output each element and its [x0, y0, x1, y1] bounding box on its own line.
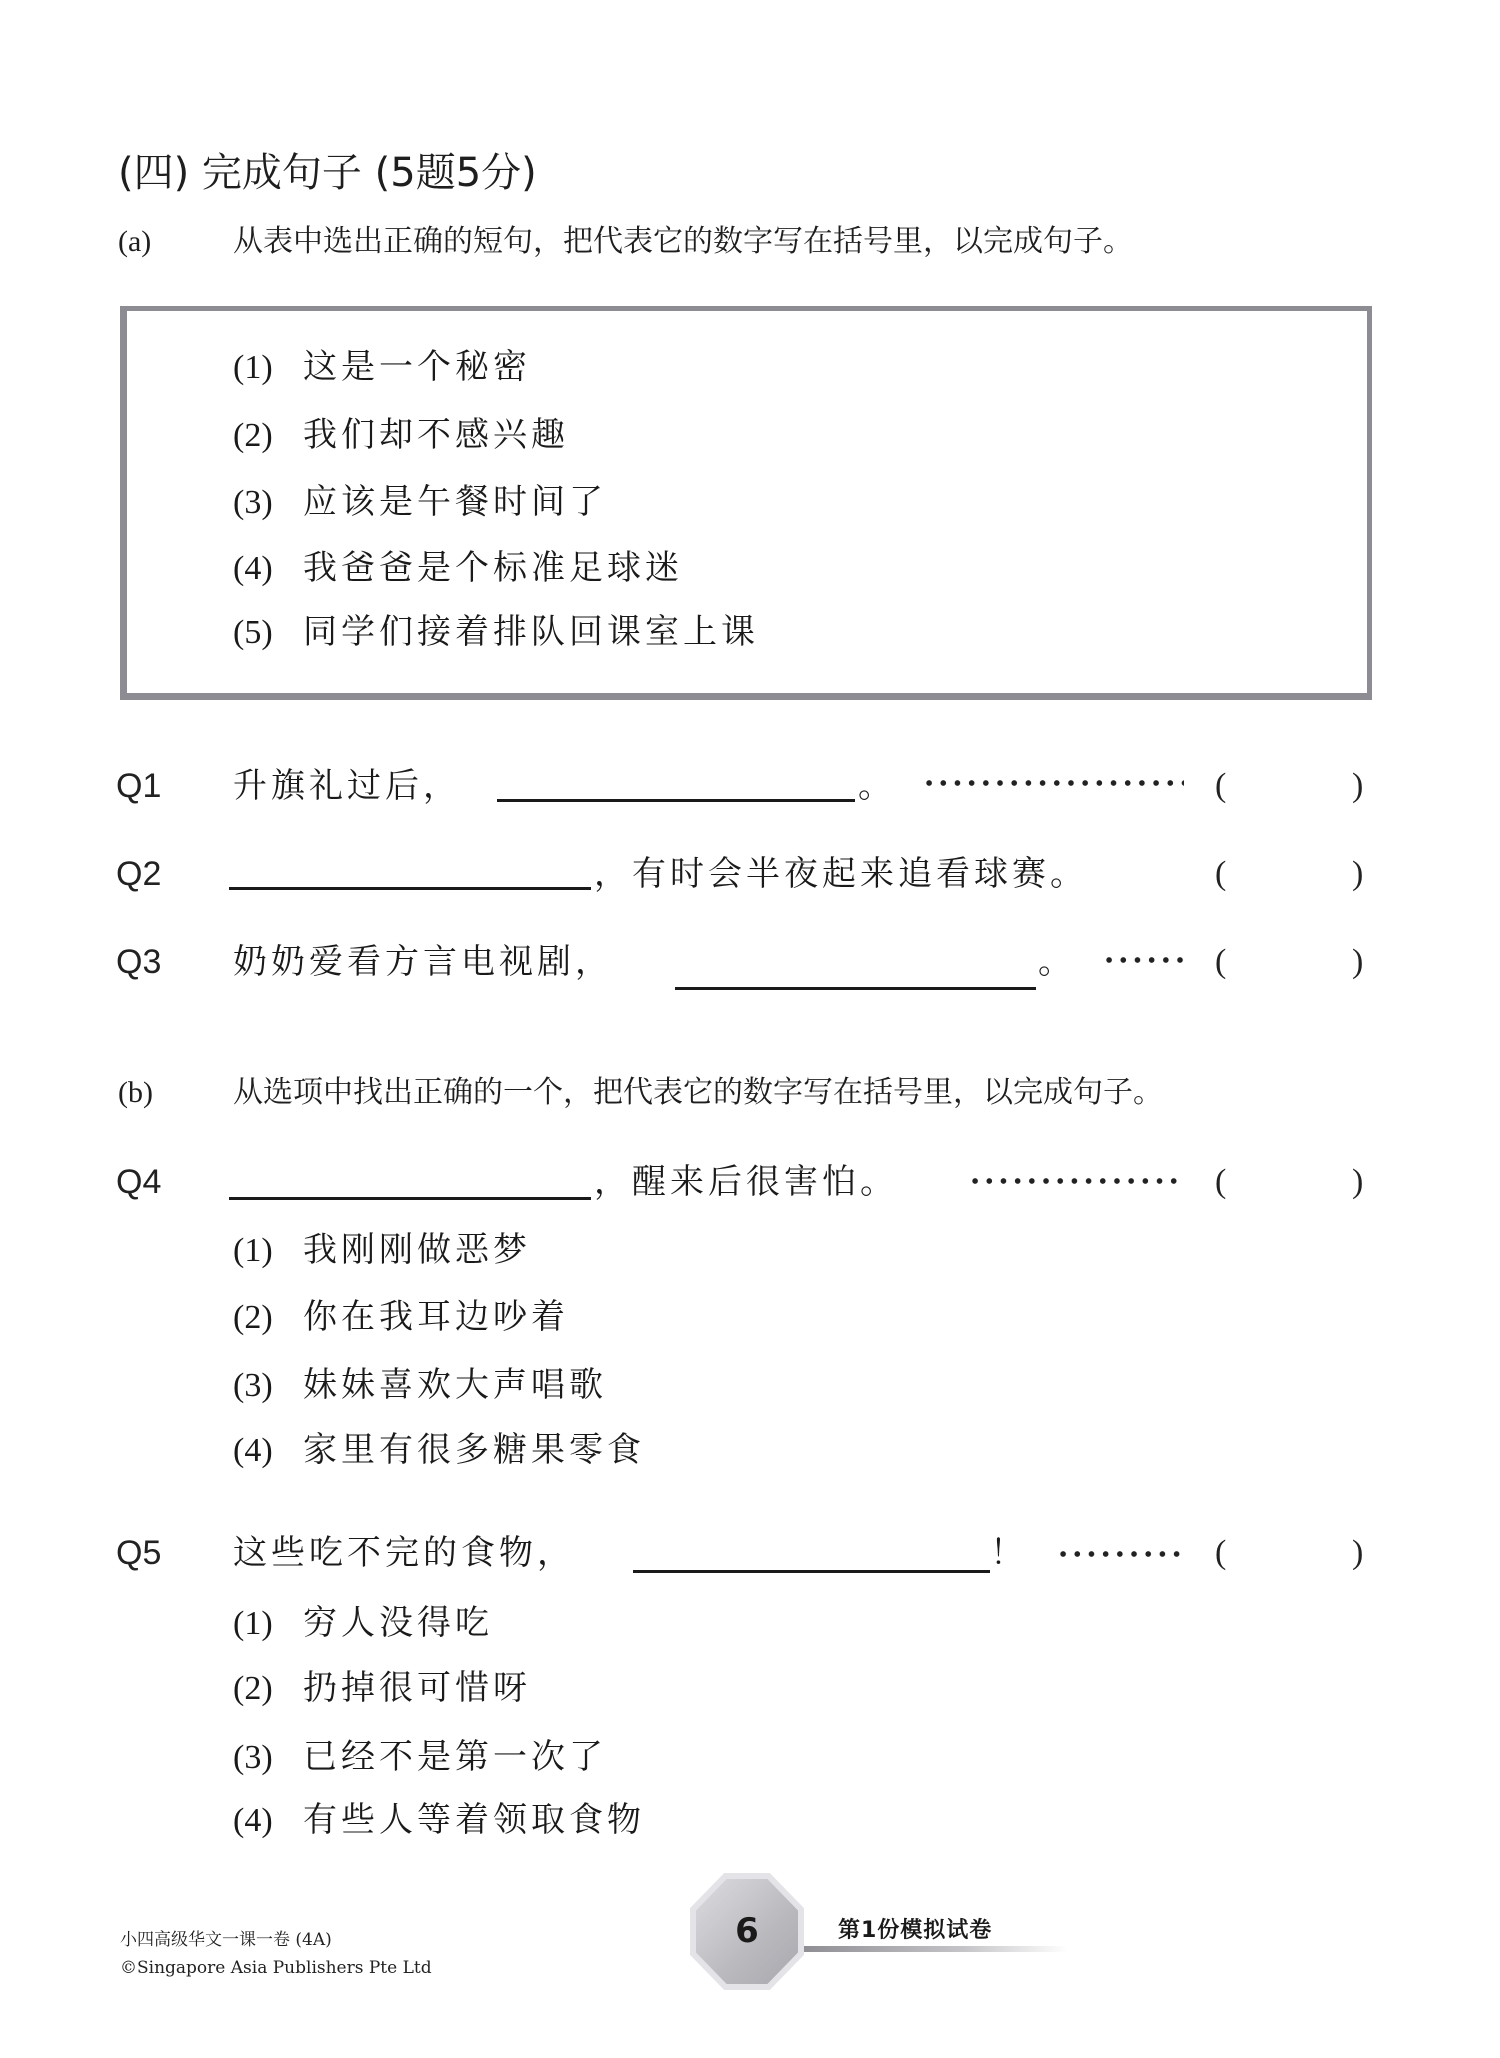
- footer-book-title: 小四高级华文一课一卷 (4A): [120, 1930, 332, 1950]
- option-text: 妹妹喜欢大声唱歌: [303, 1365, 607, 1405]
- q5-option-1: [233, 1601, 493, 1646]
- q2-answer-open: (: [1215, 855, 1227, 892]
- footer-paper-title: 第1份模拟试卷: [838, 1918, 993, 1943]
- part-a-instruction-text: 从表中选出正确的短句，把代表它的数字写在括号里，以完成句子。: [233, 224, 1133, 259]
- option-text: 这是一个秘密: [303, 347, 531, 387]
- option-number: (2): [233, 417, 273, 454]
- q2-blank[interactable]: [229, 887, 591, 890]
- q3-answer-close: ): [1352, 943, 1364, 980]
- part-b-instruction-text: 从选项中找出正确的一个，把代表它的数字写在括号里，以完成句子。: [233, 1075, 1163, 1110]
- option-text: 有些人等着领取食物: [303, 1800, 645, 1840]
- option-number: (1): [233, 1232, 273, 1269]
- footer-divider-bar: [803, 1946, 1068, 1952]
- option-text: 家里有很多糖果零食: [303, 1430, 645, 1470]
- option-text: 同学们接着排队回课室上课: [303, 612, 759, 652]
- part-a-instruction: [118, 222, 1418, 262]
- option-text: 你在我耳边吵着: [303, 1297, 569, 1337]
- q4-option-4: [233, 1428, 645, 1473]
- box-option-1: [233, 345, 531, 390]
- q4-answer-field[interactable]: [1235, 1160, 1345, 1204]
- part-b-instruction: [118, 1073, 1418, 1113]
- question-label-q5: Q5: [116, 1534, 162, 1572]
- option-text: 扔掉很可惜呀: [303, 1668, 531, 1708]
- q3-answer-open: (: [1215, 943, 1227, 980]
- q4-answer-close: ): [1352, 1163, 1364, 1200]
- q5-text-after: ！: [990, 1533, 1028, 1573]
- box-option-3: [233, 480, 607, 525]
- question-label-q3: Q3: [116, 943, 162, 981]
- q4-option-3: [233, 1363, 607, 1408]
- q1-text-after: 。: [858, 766, 896, 806]
- option-number: (4): [233, 550, 273, 587]
- q4-blank[interactable]: [229, 1197, 591, 1200]
- q1-answer-close: ): [1352, 767, 1364, 804]
- question-label-q4: Q4: [116, 1163, 162, 1201]
- option-number: (3): [233, 1739, 273, 1776]
- q4-leader-dots: [968, 1177, 1184, 1185]
- question-label-q1: Q1: [116, 767, 162, 805]
- q1-answer-field[interactable]: [1235, 764, 1345, 808]
- q1-blank[interactable]: [497, 799, 855, 802]
- option-number: (4): [233, 1432, 273, 1469]
- q2-text-after: ，有时会半夜起来追看球赛。: [594, 854, 1088, 894]
- option-text: 已经不是第一次了: [303, 1737, 607, 1777]
- option-text: 我刚刚做恶梦: [303, 1230, 531, 1270]
- q5-option-3: [233, 1735, 607, 1780]
- q1-text-before: 升旗礼过后，: [233, 766, 461, 806]
- option-number: (3): [233, 1367, 273, 1404]
- question-label-q2: Q2: [116, 855, 162, 893]
- q4-option-1: [233, 1228, 531, 1273]
- q1-answer-open: (: [1215, 767, 1227, 804]
- q3-blank[interactable]: [675, 987, 1036, 990]
- q5-answer-open: (: [1215, 1534, 1227, 1571]
- q2-answer-close: ): [1352, 855, 1364, 892]
- q4-answer-open: (: [1215, 1163, 1227, 1200]
- q4-text-after: ，醒来后很害怕。: [594, 1162, 898, 1202]
- box-option-4: [233, 546, 683, 591]
- option-text: 我爸爸是个标准足球迷: [303, 548, 683, 588]
- footer-copyright: ©Singapore Asia Publishers Pte Ltd: [120, 1958, 432, 1978]
- q1-leader-dots: [922, 779, 1184, 787]
- part-b-tag: (b): [118, 1076, 153, 1109]
- q5-blank[interactable]: [633, 1570, 990, 1573]
- q5-leader-dots: [1056, 1550, 1184, 1558]
- option-text: 应该是午餐时间了: [303, 482, 607, 522]
- option-number: (1): [233, 349, 273, 386]
- q3-leader-dots: [1102, 956, 1184, 964]
- option-number: (3): [233, 484, 273, 521]
- box-option-5: [233, 610, 759, 655]
- q3-answer-field[interactable]: [1235, 940, 1345, 984]
- q2-answer-field[interactable]: [1235, 852, 1345, 896]
- option-text: 穷人没得吃: [303, 1603, 493, 1643]
- option-number: (2): [233, 1670, 273, 1707]
- q4-option-2: [233, 1295, 569, 1340]
- section-title: (四) 完成句子 (5题5分): [118, 150, 537, 196]
- option-number: (1): [233, 1605, 273, 1642]
- q5-answer-close: ): [1352, 1534, 1364, 1571]
- option-number: (2): [233, 1299, 273, 1336]
- q3-text-after: 。: [1038, 942, 1076, 982]
- q5-option-2: [233, 1666, 531, 1711]
- option-number: (5): [233, 614, 273, 651]
- box-option-2: [233, 413, 569, 458]
- q5-text-before: 这些吃不完的食物，: [233, 1533, 575, 1573]
- option-number: (4): [233, 1802, 273, 1839]
- q3-text-before: 奶奶爱看方言电视剧，: [233, 942, 613, 982]
- page-number: 6: [735, 1911, 759, 1951]
- q5-option-4: [233, 1798, 645, 1843]
- part-a-tag: (a): [118, 225, 152, 258]
- option-text: 我们却不感兴趣: [303, 415, 569, 455]
- q5-answer-field[interactable]: [1235, 1531, 1345, 1575]
